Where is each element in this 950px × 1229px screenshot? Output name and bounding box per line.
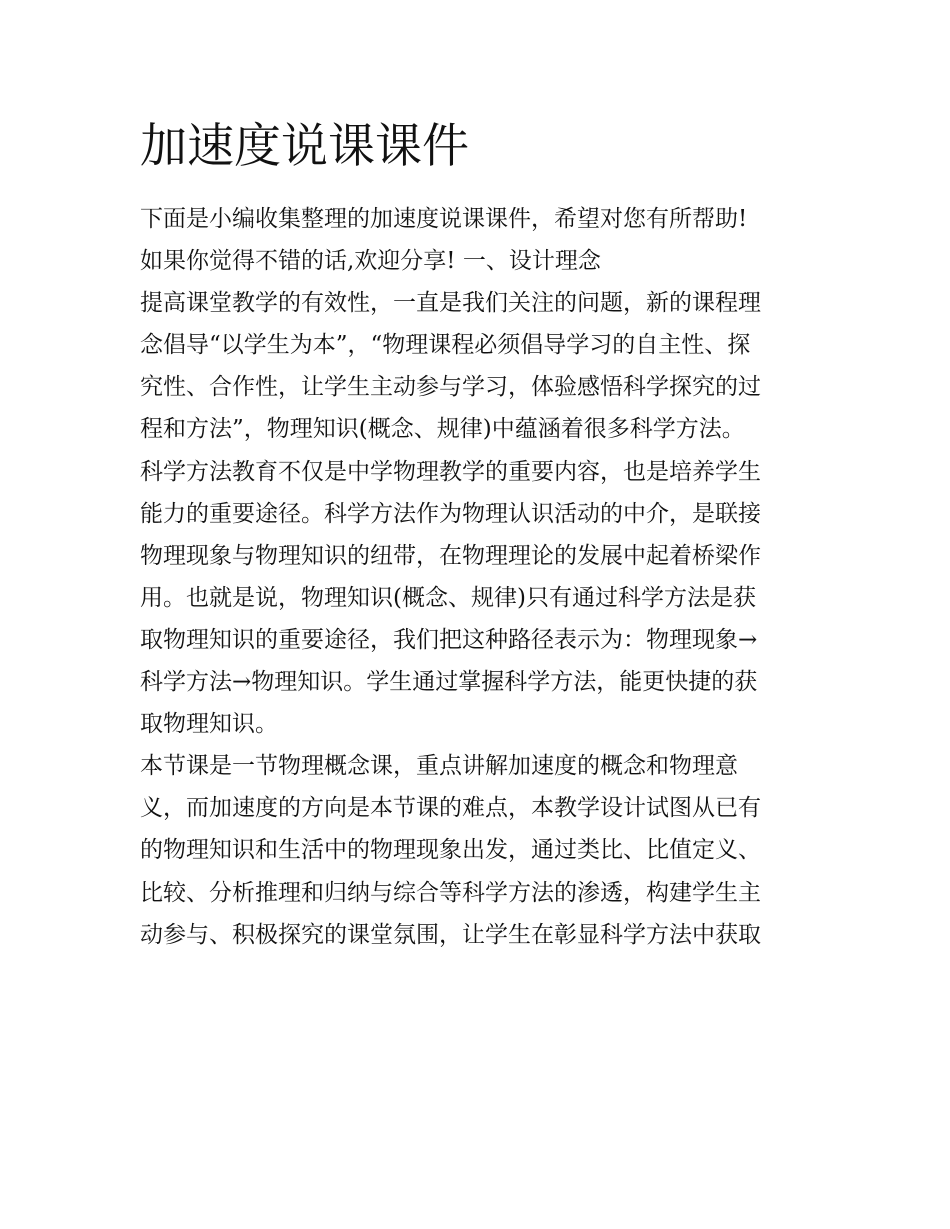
text-line: 取物理知识的重要途径，我们把这种路径表示为：物理现象→ — [140, 626, 758, 653]
text-line: 程和方法”，物理知识(概念、规律)中蕴涵着很多科学方法。 — [140, 416, 745, 443]
text-line: 物理现象与物理知识的纽带，在物理理论的发展中起着桥梁作 — [140, 542, 761, 569]
text-line: 动参与、积极探究的课堂氛围，让学生在彰显科学方法中获取 — [140, 921, 761, 948]
document-body — [140, 198, 820, 956]
text-line: 比较、分析推理和归纳与综合等科学方法的渗透，构建学生主 — [140, 879, 761, 906]
text-line: 能力的重要途径。科学方法作为物理认识活动的中介，是联接 — [140, 500, 761, 527]
text-line: 念倡导“以学生为本”，“物理课程必须倡导学习的自主性、探 — [140, 332, 751, 359]
text-line: 科学方法→物理知识。学生通过掌握科学方法，能更快捷的获 — [140, 669, 758, 696]
text-line: 的物理知识和生活中的物理现象出发，通过类比、比值定义、 — [140, 837, 761, 864]
text-line: 用。也就是说，物理知识(概念、规律)只有通过科学方法是获 — [140, 584, 756, 611]
text-line: 科学方法教育不仅是中学物理教学的重要内容，也是培养学生 — [140, 458, 761, 485]
text-line: 下面是小编收集整理的加速度说课课件，希望对您有所帮助! — [140, 206, 748, 232]
document-title: 加速度说课课件 — [140, 119, 469, 174]
text-line: 取物理知识。 — [140, 711, 278, 738]
text-line: 提高课堂教学的有效性，一直是我们关注的问题，新的课程理 — [140, 290, 761, 317]
text-line: 究性、合作性，让学生主动参与学习，体验感悟科学探究的过 — [140, 374, 761, 401]
text-line: 义，而加速度的方向是本节课的难点，本教学设计试图从已有 — [140, 795, 761, 822]
text-line: 本节课是一节物理概念课，重点讲解加速度的概念和物理意 — [140, 753, 738, 780]
text-line: 如果你觉得不错的话,欢迎分享! 一、设计理念 — [140, 248, 601, 275]
